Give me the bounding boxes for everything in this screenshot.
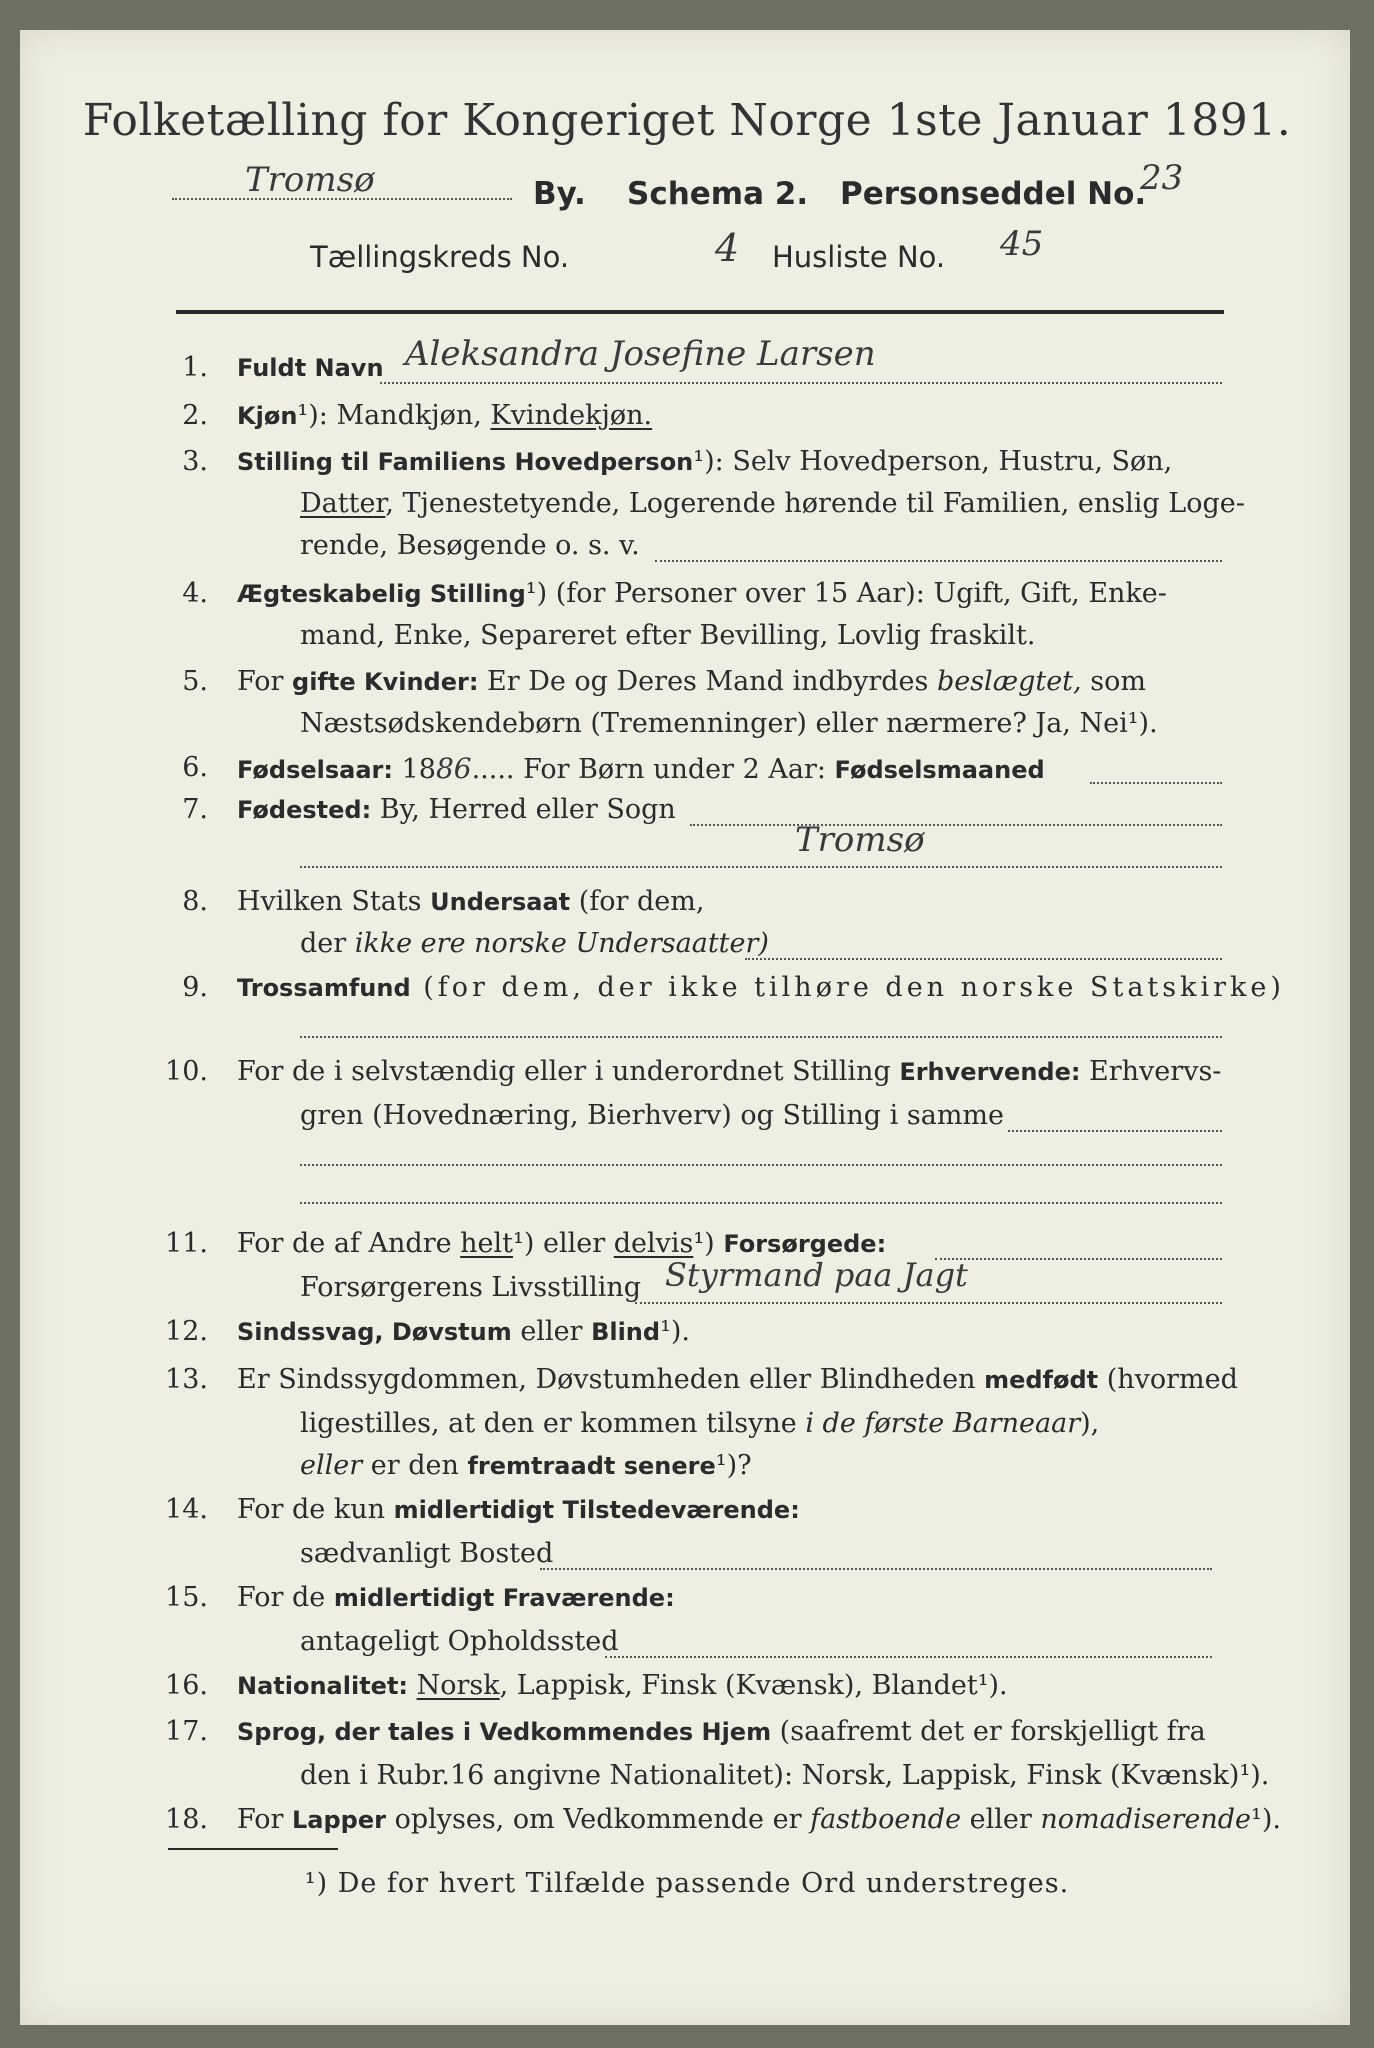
item-number: 1. (182, 352, 208, 383)
item-text: ¹): Mandkjøn, (297, 400, 491, 431)
selected-option: Kvindekjøn. (490, 400, 653, 431)
item-label: Fødselsmaaned (834, 756, 1045, 784)
item-text-italic: fastboende (810, 1804, 962, 1835)
item-label: Kjøn (237, 402, 298, 430)
fill-line (1090, 782, 1222, 784)
by-label: By. (533, 176, 586, 212)
year-prefix: 18 (393, 754, 436, 785)
item-text: (for dem, der ikke tilhøre den norske Statskirke) (410, 972, 1285, 1003)
fill-line (380, 382, 1222, 384)
item-text: (for dem, (570, 886, 705, 917)
item-label: Erhvervende: (899, 1058, 1081, 1086)
item-label: Lapper (292, 1806, 386, 1834)
fill-line (745, 958, 1222, 960)
item-label: Ægteskabelig Stilling (237, 580, 526, 608)
item-text: der (300, 928, 355, 959)
item-text: For Børn under 2 Aar: (523, 754, 835, 785)
item-label: Sprog, der tales i Vedkommendes Hjem (237, 1718, 772, 1746)
item-text: For (237, 1804, 293, 1835)
item-text: ¹). (660, 1316, 691, 1347)
personseddel-label: Personseddel No. (840, 176, 1147, 212)
item-text: den i Rubr.16 angivne Nationalitet): Norsk, Lappisk, Finsk (Kvænsk)¹). (300, 1760, 1270, 1791)
header-rule (176, 310, 1224, 314)
item-number: 13. (165, 1364, 208, 1395)
item-number: 14. (165, 1494, 208, 1525)
item-text-italic: eller (300, 1450, 363, 1481)
item-label: Fødselsaar: (237, 756, 393, 784)
selected-option: delvis (613, 1228, 694, 1259)
item-label: midlertidigt Fraværende: (333, 1584, 675, 1612)
fill-line (935, 1258, 1222, 1260)
item-label: midlertidigt Tilstedeværende: (393, 1496, 800, 1524)
item-number: 4. (182, 578, 208, 609)
item-label: Nationalitet: (237, 1672, 409, 1700)
item-text-italic: ikke ere norske Undersaatter) (354, 928, 769, 959)
provider-occupation-handwritten: Styrmand paa Jagt (665, 1256, 968, 1294)
fill-line (300, 1202, 1222, 1204)
item-number: 15. (165, 1582, 208, 1613)
kreds-number: 4 (715, 226, 740, 270)
item-label: Stilling til Familiens Hovedperson (237, 448, 694, 476)
footnote: ¹) De for hvert Tilfælde passende Ord understreges. (304, 1868, 1070, 1899)
item-number: 8. (182, 886, 208, 917)
name-handwritten: Aleksandra Josefine Larsen (405, 334, 876, 374)
fill-line (655, 560, 1222, 562)
birthplace-handwritten: Tromsø (795, 820, 925, 860)
selected-option: Datter (300, 488, 386, 519)
item-text: rende, Besøgende o. s. v. (300, 530, 640, 561)
item-text: ligestilles, at den er kommen tilsyne (300, 1408, 806, 1439)
item-text: som (1081, 666, 1146, 697)
selected-option: Norsk (416, 1670, 500, 1701)
item-text: For de kun (237, 1494, 394, 1525)
item-text: For de i selvstændig eller i underordnet Stilling (237, 1056, 900, 1087)
item-text: oplyses, om Vedkommende er (385, 1804, 811, 1835)
item-label: Fødested: (237, 796, 372, 824)
item-label: Undersaat (430, 888, 571, 916)
item-text-italic: i de første Barneaar (805, 1408, 1081, 1439)
item-number: 5. (182, 666, 208, 697)
item-text: Forsørgerens Livsstilling (300, 1272, 642, 1303)
schema-label: Schema 2. (627, 176, 809, 212)
item-number: 10. (165, 1056, 208, 1087)
place-handwritten: Tromsø (245, 160, 375, 200)
fill-line (300, 1164, 1222, 1166)
item-text: , Lappisk, Finsk (Kvænsk), Blandet¹). (499, 1670, 1008, 1701)
item-text: eller (961, 1804, 1041, 1835)
item-text: ¹) (for Personer over 15 Aar): Ugift, Gift, Enke- (525, 578, 1167, 609)
item-text: eller (511, 1316, 592, 1347)
item-text: ¹) eller (513, 1228, 614, 1259)
item-text: For de af Andre (237, 1228, 461, 1259)
item-text: mand, Enke, Separeret efter Bevilling, Lovlig fraskilt. (300, 620, 1036, 651)
item-number: 9. (182, 972, 208, 1003)
fill-line (540, 1568, 1212, 1570)
item-text: Er De og Deres Mand indbyrdes (478, 666, 937, 697)
item-text: ¹): Selv Hovedperson, Hustru, Søn, (693, 446, 1173, 477)
item-label: Forsørgede: (723, 1230, 887, 1258)
item-text: (hvormed (1098, 1364, 1238, 1395)
item-number: 7. (182, 794, 208, 825)
item-label: Blind (591, 1318, 661, 1346)
item-number: 2. (182, 400, 208, 431)
item-text: For de (237, 1582, 334, 1613)
personseddel-number: 23 (1140, 158, 1184, 198)
item-text: Erhvervs- (1080, 1056, 1222, 1087)
item-text-italic: nomadiserende (1040, 1804, 1251, 1835)
item-text: Er Sindssygdommen, Døvstumheden eller Blindheden (237, 1364, 985, 1395)
item-text: , Tjenestetyende, Logerende hørende til Familien, enslig Loge- (385, 488, 1245, 519)
fill-line (300, 866, 1222, 868)
fill-line (690, 824, 1222, 826)
item-text-italic: beslægtet, (936, 666, 1082, 697)
fill-line (605, 1656, 1212, 1658)
item-label: Sindssvag, Døvstum (237, 1318, 512, 1346)
item-text: ¹). (1251, 1804, 1281, 1835)
item-number: 12. (165, 1316, 208, 1347)
item-number: 3. (182, 446, 208, 477)
husliste-label: Husliste No. (772, 240, 946, 274)
item-text: For (237, 666, 293, 697)
birth-year-handwritten: 86 (435, 752, 472, 785)
item-text: By, Herred eller Sogn (371, 794, 676, 825)
item-text: ), (1080, 1408, 1100, 1439)
form-title: Folketælling for Kongeriget Norge 1ste Januar 1891. (82, 95, 1292, 146)
item-number: 11. (165, 1228, 208, 1259)
item-label: Fuldt Navn (237, 354, 384, 382)
husliste-number: 45 (1000, 224, 1044, 264)
footnote-rule (168, 1848, 338, 1850)
item-number: 16. (165, 1670, 208, 1701)
item-text: sædvanligt Bosted (300, 1538, 554, 1569)
fill-line (1008, 1130, 1222, 1132)
fill-line (300, 1036, 1222, 1038)
item-label: fremtraadt senere (467, 1452, 716, 1480)
item-label: gifte Kvinder: (292, 668, 479, 696)
selected-option: helt (460, 1228, 514, 1259)
item-text: (saafremt det er forskjelligt fra (771, 1716, 1206, 1747)
item-text: ¹) (693, 1228, 724, 1259)
kreds-label: Tællingskreds No. (310, 240, 570, 274)
item-text: Hvilken Stats (237, 886, 431, 917)
item-text: antageligt Opholdssted (300, 1626, 619, 1657)
item-number: 6. (182, 752, 208, 783)
item-text: gren (Hovednæring, Bierhverv) og Stilling i samme (300, 1100, 1005, 1131)
item-label: Trossamfund (237, 974, 411, 1002)
item-label: medfødt (984, 1366, 1099, 1394)
fill-line (635, 1302, 1222, 1304)
item-text: ¹)? (715, 1450, 752, 1481)
item-text: er den (362, 1450, 468, 1481)
item-number: 17. (165, 1716, 208, 1747)
item-text: Næstsødskendebørn (Tremenninger) eller nærmere? Ja, Nei¹). (300, 708, 1158, 739)
item-number: 18. (165, 1804, 208, 1835)
